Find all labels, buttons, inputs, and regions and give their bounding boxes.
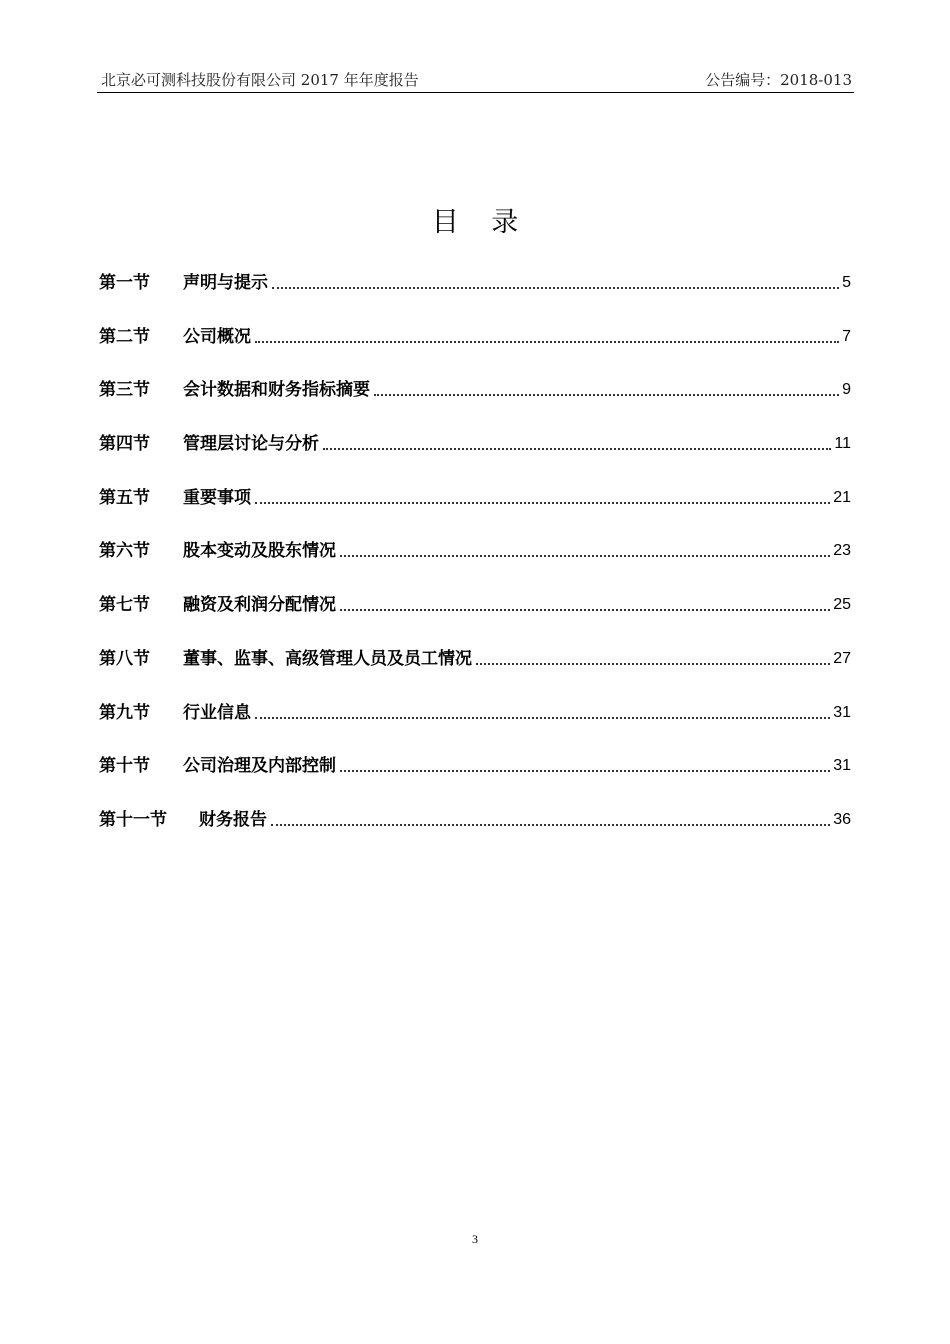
toc-entry[interactable] bbox=[99, 270, 851, 324]
toc-page-number: 5 bbox=[842, 274, 851, 291]
toc-heading: 目 录 bbox=[431, 207, 531, 238]
toc-page-number: 11 bbox=[834, 435, 851, 453]
toc-leader-dots bbox=[323, 431, 831, 450]
toc-leader-dots bbox=[340, 538, 830, 557]
toc-entry[interactable] bbox=[99, 700, 851, 754]
toc-entry[interactable] bbox=[99, 592, 851, 646]
toc-entry[interactable] bbox=[99, 377, 851, 431]
toc-page-number: 31 bbox=[833, 757, 851, 775]
report-title-header: 北京必可测科技股份有限公司 2017 年年度报告 bbox=[101, 71, 419, 89]
page-number: 3 bbox=[472, 1232, 478, 1246]
toc-leader-dots bbox=[271, 807, 830, 826]
toc-entry-title: 管理层讨论与分析 bbox=[183, 434, 319, 455]
toc-chapter-label: 第九节 bbox=[99, 702, 150, 723]
toc-entry[interactable] bbox=[99, 646, 851, 700]
toc-chapter-label: 第八节 bbox=[99, 648, 150, 669]
toc-chapter-label: 第七节 bbox=[99, 595, 150, 616]
toc-page-number: 7 bbox=[842, 327, 851, 345]
toc-chapter-label: 第一节 bbox=[99, 273, 150, 293]
toc-entry[interactable] bbox=[99, 431, 851, 485]
toc-chapter-label: 第四节 bbox=[99, 434, 150, 455]
toc-page-number: 9 bbox=[842, 381, 851, 399]
toc-entry[interactable] bbox=[99, 753, 851, 807]
toc-entry[interactable] bbox=[99, 485, 851, 539]
toc-page-number: 21 bbox=[833, 488, 851, 506]
toc-leader-dots bbox=[374, 377, 839, 396]
toc-chapter-label: 第二节 bbox=[99, 326, 150, 347]
toc-page-number: 27 bbox=[833, 649, 851, 667]
toc-chapter-label: 第十节 bbox=[99, 756, 150, 777]
toc-leader-dots bbox=[255, 700, 830, 719]
toc-entry-title: 公司概况 bbox=[183, 326, 251, 347]
toc-leader-dots bbox=[340, 753, 830, 772]
toc-entry-title: 重要事项 bbox=[183, 487, 251, 508]
toc-entry[interactable] bbox=[99, 538, 851, 592]
toc-entry-title: 公司治理及内部控制 bbox=[183, 756, 336, 777]
toc-entry[interactable] bbox=[99, 807, 851, 861]
toc-leader-dots bbox=[255, 324, 839, 343]
toc-page-number: 36 bbox=[833, 810, 851, 828]
toc-entry-title: 董事、监事、高级管理人员及员工情况 bbox=[183, 648, 472, 669]
toc-chapter-label: 第十一节 bbox=[99, 809, 167, 830]
toc-page-number: 23 bbox=[833, 542, 851, 560]
toc-page-number: 31 bbox=[833, 703, 851, 721]
toc-leader-dots bbox=[476, 646, 830, 665]
toc-entry[interactable] bbox=[99, 324, 851, 378]
page-header bbox=[97, 66, 854, 93]
toc-entry-title: 声明与提示 bbox=[183, 273, 268, 293]
announcement-number: 公告编号：2018-013 bbox=[705, 71, 852, 89]
toc-entry-title: 会计数据和财务指标摘要 bbox=[183, 380, 370, 401]
toc-entry-title: 行业信息 bbox=[183, 702, 251, 723]
toc-leader-dots bbox=[340, 592, 830, 611]
table-of-contents bbox=[99, 270, 851, 861]
toc-chapter-label: 第五节 bbox=[99, 487, 150, 508]
toc-chapter-label: 第三节 bbox=[99, 380, 150, 401]
toc-entry-title: 财务报告 bbox=[199, 809, 267, 830]
toc-page-number: 25 bbox=[833, 596, 851, 614]
toc-entry-title: 股本变动及股东情况 bbox=[183, 541, 336, 562]
toc-leader-dots bbox=[272, 270, 839, 289]
toc-entry-title: 融资及利润分配情况 bbox=[183, 595, 336, 616]
toc-chapter-label: 第六节 bbox=[99, 541, 150, 562]
toc-leader-dots bbox=[255, 485, 830, 504]
